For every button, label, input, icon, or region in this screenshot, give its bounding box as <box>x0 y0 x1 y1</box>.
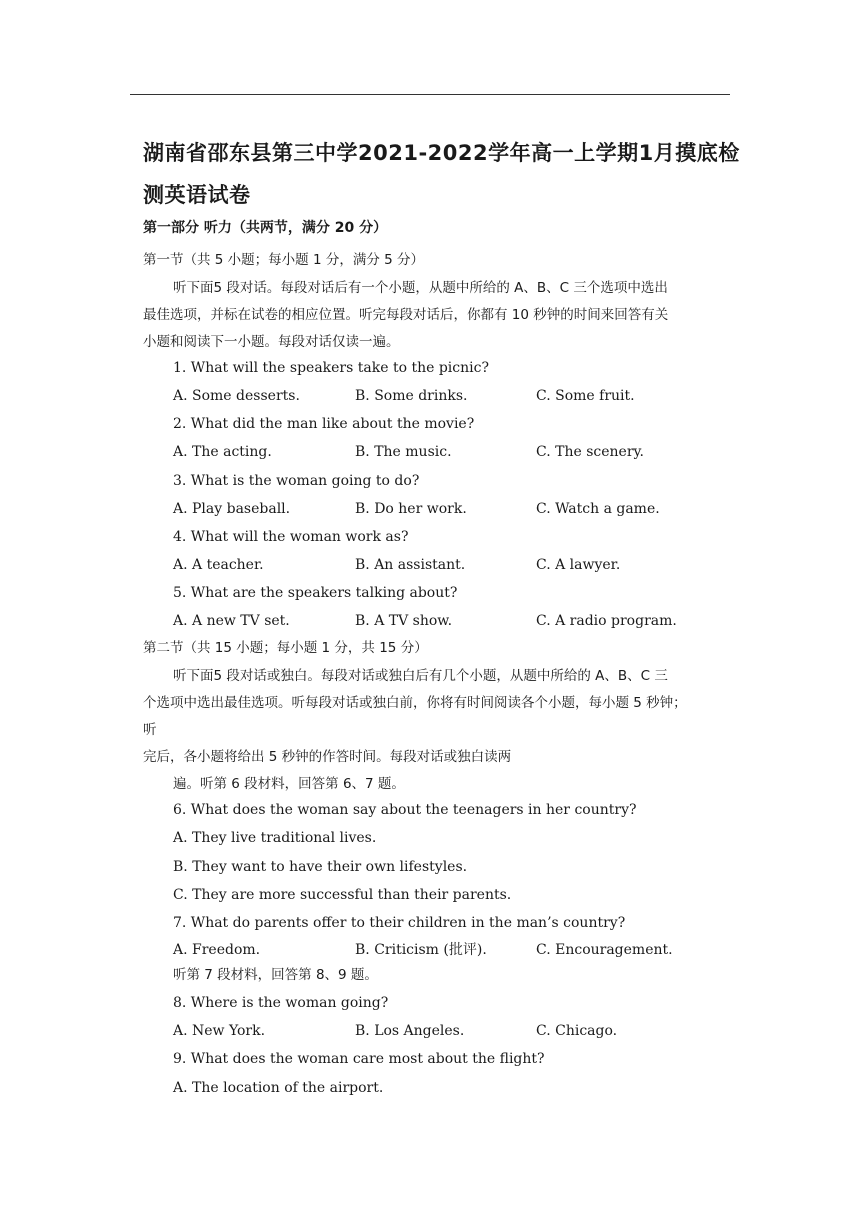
q3-option-b: B. Do her work. <box>355 501 467 517</box>
section2-instruction-line: 个选项中选出最佳选项。听每段对话或独白前，你将有时间阅读各个小题，每小题 5 秒钟； <box>143 695 687 711</box>
question-8: 8. Where is the woman going? <box>173 995 389 1011</box>
section1-instruction-line: 听下面5 段对话。每段对话后有一个小题，从题中所给的 A、B、C 三个选项中选出 <box>173 280 668 296</box>
section1-instruction-line: 最佳选项，并标在试卷的相应位置。听完每段对话后，你都有 10 秒钟的时间来回答有关 <box>143 307 669 323</box>
q4-option-a: A. A teacher. <box>173 557 264 573</box>
q3-option-a: A. Play baseball. <box>173 501 291 517</box>
question-3: 3. What is the woman going to do? <box>173 473 420 489</box>
q8-option-b: B. Los Angeles. <box>355 1023 465 1039</box>
q7-option-c: C. Encouragement. <box>536 942 673 958</box>
material-7-instruction: 听第 7 段材料，回答第 8、9 题。 <box>173 967 378 983</box>
part1-heading: 第一部分 听力（共两节，满分 20 分） <box>143 220 388 236</box>
q8-option-a: A. New York. <box>173 1023 266 1039</box>
question-7: 7. What do parents offer to their children in the man’s country? <box>173 915 626 931</box>
page-title: 湖南省邵东县第三中学2021-2022学年高一上学期1月摸底检测英语试卷 <box>143 141 740 207</box>
q6-option-a: A. They live traditional lives. <box>173 830 377 846</box>
q9-option-a: A. The location of the airport. <box>173 1080 384 1096</box>
question-9: 9. What does the woman care most about the flight? <box>173 1051 545 1067</box>
section2-instruction-line: 听下面5 段对话或独白。每段对话或独白后有几个小题，从题中所给的 A、B、C 三 <box>173 668 668 684</box>
section2-instruction-line: 完后，各小题将给出 5 秒钟的作答时间。每段对话或独白读两 <box>143 749 512 765</box>
section2-instruction-line: 遍。听第 6 段材料，回答第 6、7 题。 <box>173 776 405 792</box>
q4-option-b: B. An assistant. <box>355 557 466 573</box>
section2-heading: 第二节（共 15 小题；每小题 1 分，共 15 分） <box>143 640 428 656</box>
question-5: 5. What are the speakers talking about? <box>173 585 458 601</box>
q2-option-c: C. The scenery. <box>536 444 645 460</box>
q6-option-c: C. They are more successful than their parents. <box>173 887 512 903</box>
section1-instruction-line: 小题和阅读下一小题。每段对话仅读一遍。 <box>143 334 400 350</box>
q8-option-c: C. Chicago. <box>536 1023 618 1039</box>
q7-option-a: A. Freedom. <box>173 942 261 958</box>
q5-option-a: A. A new TV set. <box>173 613 290 629</box>
q5-option-c: C. A radio program. <box>536 613 677 629</box>
question-4: 4. What will the woman work as? <box>173 529 409 545</box>
section2-instruction-line: 听 <box>143 722 157 738</box>
q6-option-b: B. They want to have their own lifestyles. <box>173 859 468 875</box>
q1-option-a: A. Some desserts. <box>173 388 300 404</box>
section1-heading: 第一节（共 5 小题；每小题 1 分，满分 5 分） <box>143 252 425 268</box>
q2-option-b: B. The music. <box>355 444 452 460</box>
q1-option-b: B. Some drinks. <box>355 388 468 404</box>
question-1: 1. What will the speakers take to the picnic? <box>173 360 489 376</box>
q3-option-c: C. Watch a game. <box>536 501 660 517</box>
q7-option-b: B. Criticism (批评). <box>355 942 487 958</box>
q5-option-b: B. A TV show. <box>355 613 453 629</box>
q2-option-a: A. The acting. <box>173 444 272 460</box>
q1-option-c: C. Some fruit. <box>536 388 635 404</box>
q4-option-c: C. A lawyer. <box>536 557 621 573</box>
question-6: 6. What does the woman say about the teenagers in her country? <box>173 802 637 818</box>
header-rule <box>130 94 730 95</box>
question-2: 2. What did the man like about the movie? <box>173 416 475 432</box>
